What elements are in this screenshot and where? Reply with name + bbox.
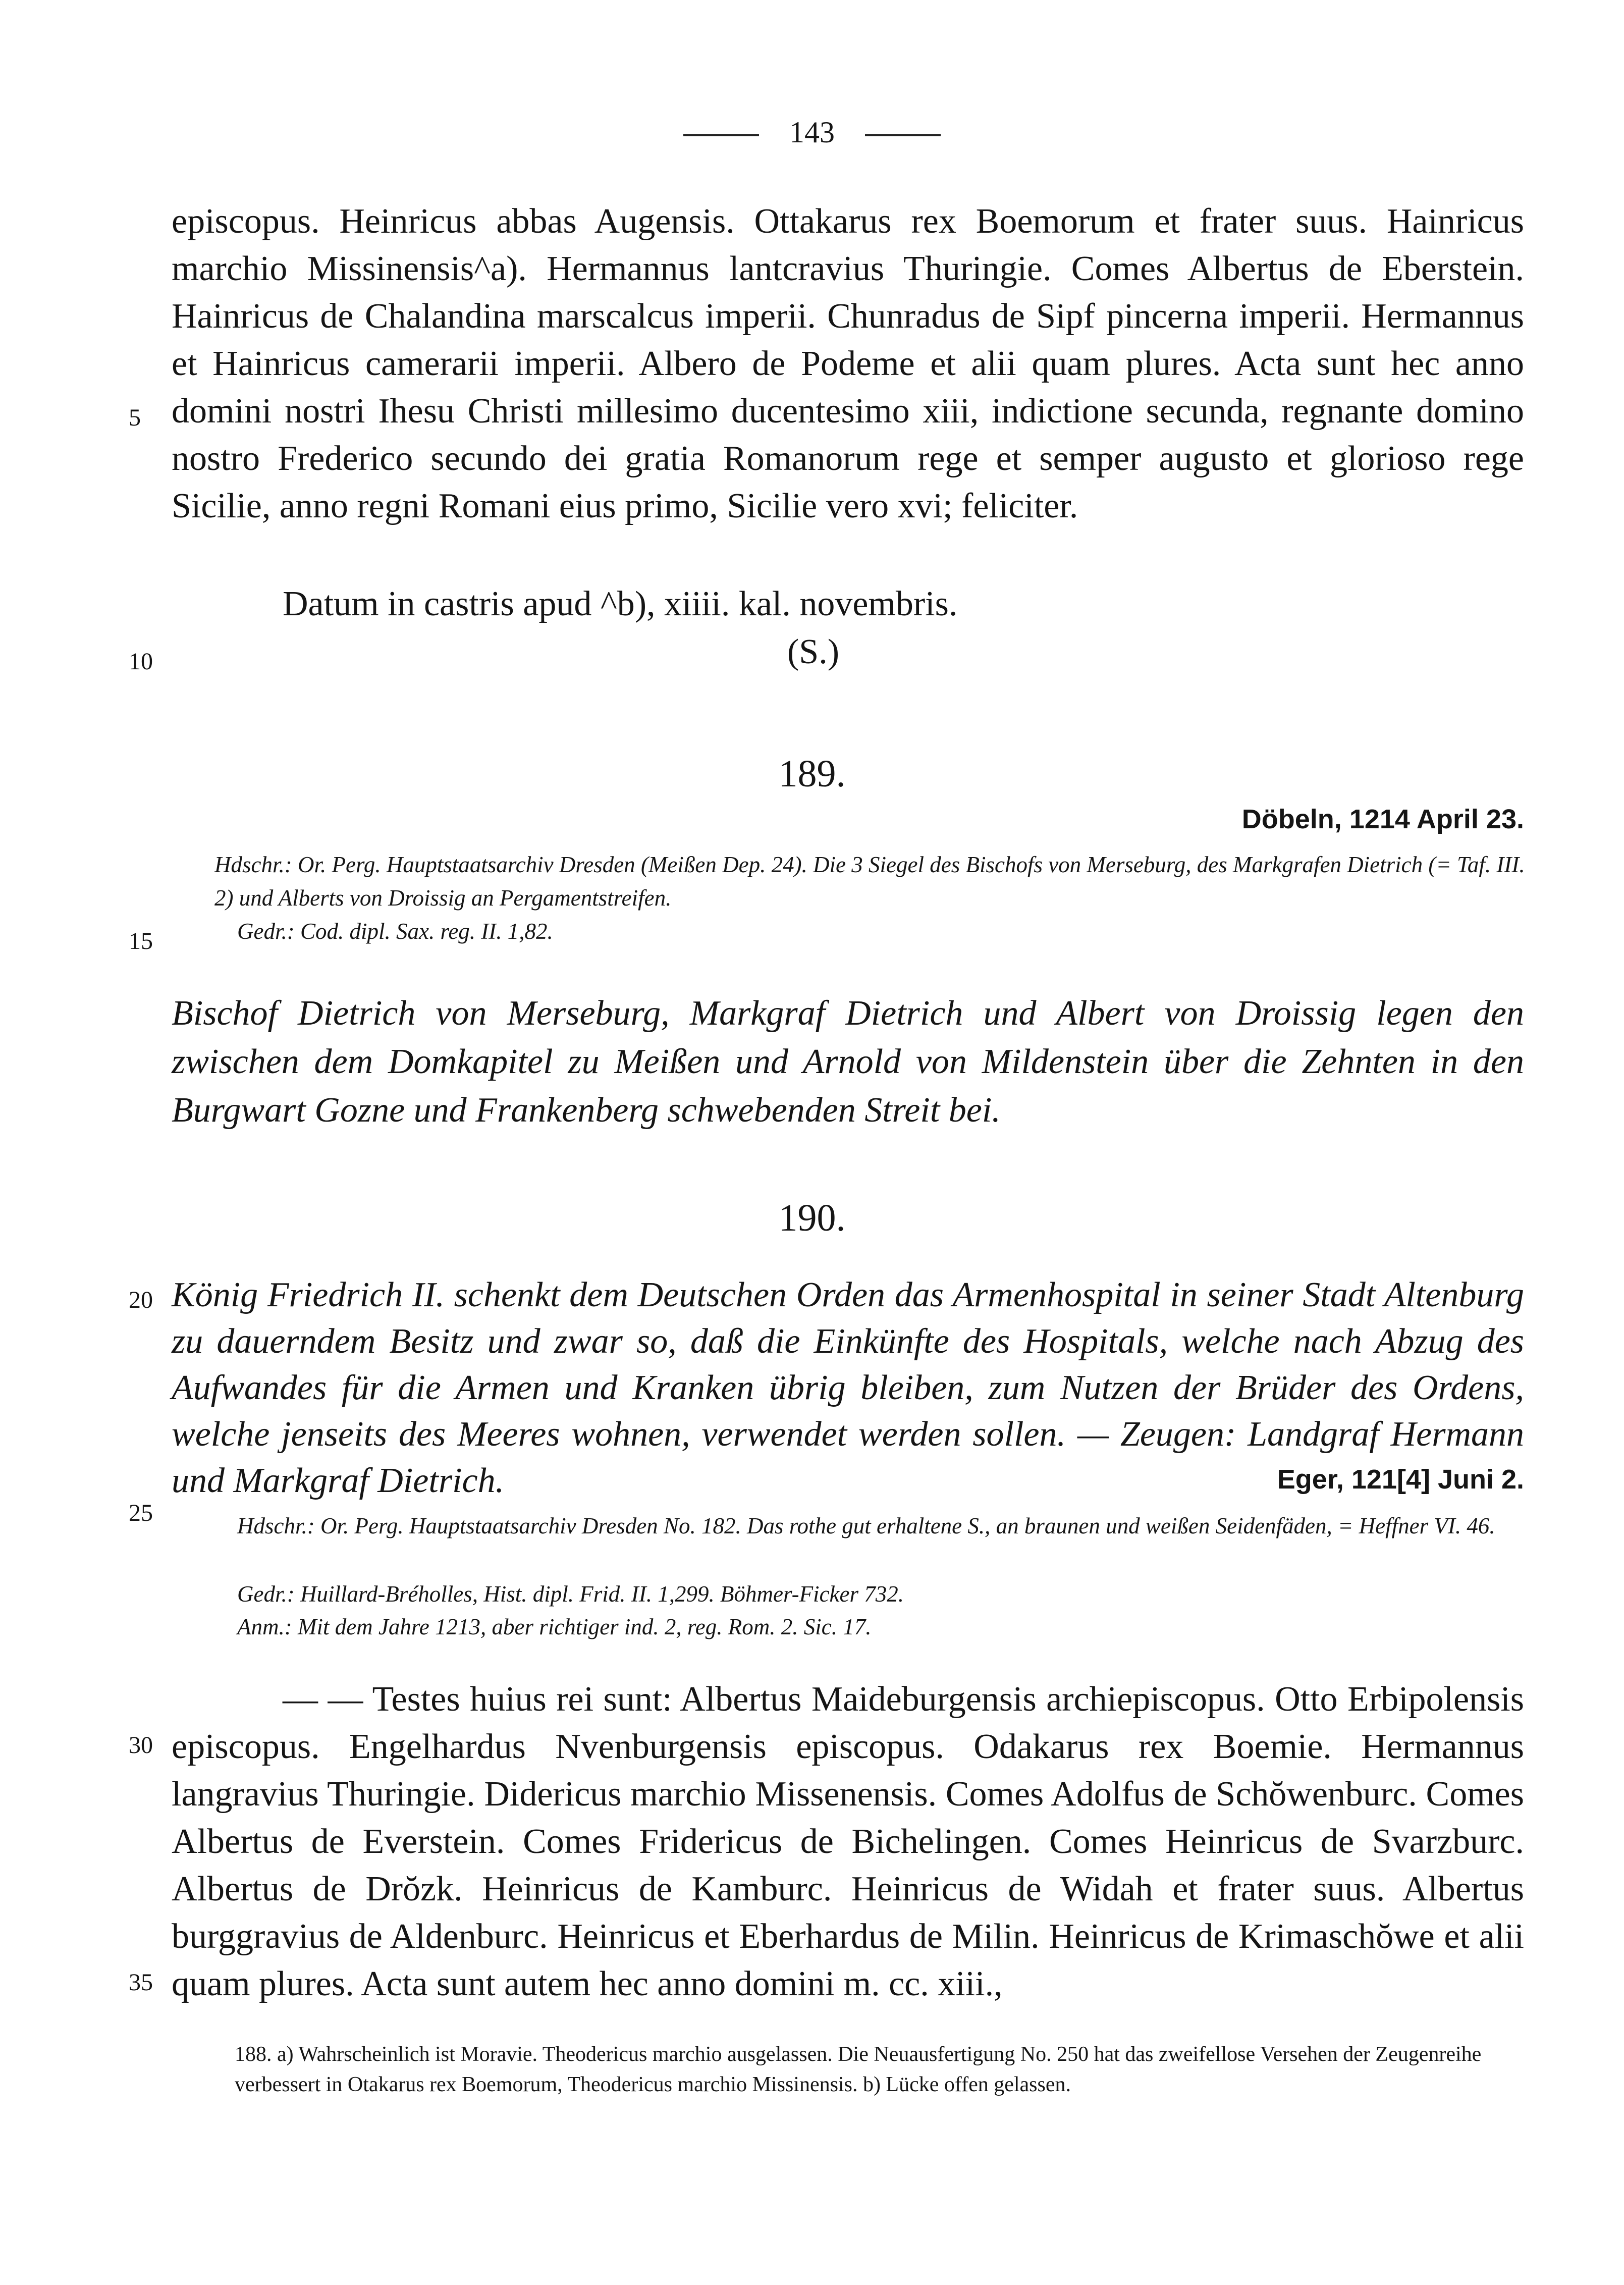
footnote-text: 188. a) Wahrscheinlich ist Moravie. Theodericus marchio ausgelassen. Die Neuausfertigung No. 250 hat das zweifellose Versehen der Zeugenreihe verbessert in Otakarus rex Boemorum, Theodericus marchio Missinensis. b) Lücke offen gelassen. (235, 2043, 1482, 2096)
line-number: 15 (129, 928, 153, 954)
line-number: 35 (129, 1969, 153, 1996)
doc190-body: — — Testes huius rei sunt: Albertus Maideburgensis archiepiscopus. Otto Erbipolensis episcopus. Engelhardus Nvenburgensis episcopus. Odakarus rex Boemie. Hermannus langravius Thuringie. Didericus marchio Missenensis. Comes Adolfus de Schŏwenburc. Comes Albertus de Everstein. Comes Fridericus de Bichelingen. Comes Heinricus de Svarzburc. Albertus de Drŏzk. Heinricus de Kamburc. Heinricus de Widah et frater suus. Albertus burggravius de Aldenburc. Heinricus et Eberhardus de Milin. Heinricus de Krimaschŏwe et alii quam plures. Acta sunt autem hec anno domini m. cc. xiii., (172, 1680, 1524, 2003)
header-rule-left (683, 134, 759, 136)
doc189-source-printed: Gedr.: Cod. dipl. Sax. reg. II. 1,82. (237, 919, 553, 944)
header-rule-right (865, 134, 941, 136)
doc189-number: 189. (778, 753, 846, 795)
doc188-body: episcopus. Heinricus abbas Augensis. Ottakarus rex Boemorum et frater suus. Hainricus marchio Missinensis^a). Hermannus lantcravius Thuringie. Comes Albertus de Eberstein. Hainricus de Chalandina marscalcus imperii. Chunradus de Sipf pincerna imperii. Hermannus et Hainricus camerarii imperii. Albero de Podeme et alii quam plures. Acta sunt hec anno domini nostri Ihesu Christi millesimo ducentesimo xiii, indictione secunda, regnante domino nostro Frederico secundo dei gratia Romanorum rege et semper augusto et glorioso rege Sicilie, anno regni Romani eius primo, Sicilie vero xvi; feliciter. (172, 202, 1524, 525)
page-header (0, 115, 1624, 150)
document-190-text (172, 1676, 1524, 2008)
doc190-source-manuscript: Hdschr.: Or. Perg. Hauptstaatsarchiv Dresden No. 182. Das rothe gut erhaltene S., an braunen und weißen Seidenfäden, = Heffner VI. 46. (237, 1513, 1495, 1538)
doc190-number: 190. (778, 1197, 846, 1239)
doc190-regest: König Friedrich II. schenkt dem Deutschen Orden das Armenhospital in seiner Stadt Altenburg zu dauerndem Besitz und zwar so, daß die Einkünfte des Hospitals, welche nach Abzug des Aufwandes für die Armen und Kranken übrig bleiben, zum Nutzen der Brüder des Ordens, welche jenseits des Meeres wohnen, verwendet werden sollen. — Zeugen: Landgraf Hermann und Markgraf Dietrich. (172, 1276, 1524, 1500)
doc189-place-date: Döbeln, 1214 April 23. (1241, 804, 1524, 834)
doc189-regest: Bischof Dietrich von Merseburg, Markgraf Dietrich und Albert von Droissig legen den zwischen dem Domkapitel zu Meißen und Arnold von Mildenstein über die Zehnten in den Burgwart Gozne und Frankenberg schwebenden Streit bei. (172, 994, 1524, 1130)
line-number: 30 (129, 1732, 153, 1759)
doc190-place-date: Eger, 121[4] Juni 2. (1277, 1464, 1524, 1495)
line-number: 5 (129, 404, 141, 431)
line-number: 25 (129, 1500, 153, 1526)
document-188-text (172, 198, 1524, 530)
doc188-datum: Datum in castris apud ^b), xiiii. kal. novembris. (283, 584, 958, 623)
line-number: 20 (129, 1287, 153, 1313)
doc189-source-manuscript: Hdschr.: Or. Perg. Hauptstaatsarchiv Dresden (Meißen Dep. 24). Die 3 Siegel des Bischofs von Merseburg, des Markgrafen Dietrich (= Taf. III. 2) und Alberts von Droissig an Pergamentstreifen. (214, 852, 1525, 911)
footnote (235, 2039, 1524, 2100)
line-number: 10 (129, 648, 153, 675)
doc190-source-printed: Gedr.: Huillard-Bréholles, Hist. dipl. Frid. II. 1,299. Böhmer-Ficker 732. (237, 1581, 904, 1607)
doc190-annotation: Anm.: Mit dem Jahre 1213, aber richtiger ind. 2, reg. Rom. 2. Sic. 17. (237, 1614, 872, 1639)
page-number: 143 (789, 116, 835, 149)
doc188-seal: (S.) (787, 632, 840, 671)
